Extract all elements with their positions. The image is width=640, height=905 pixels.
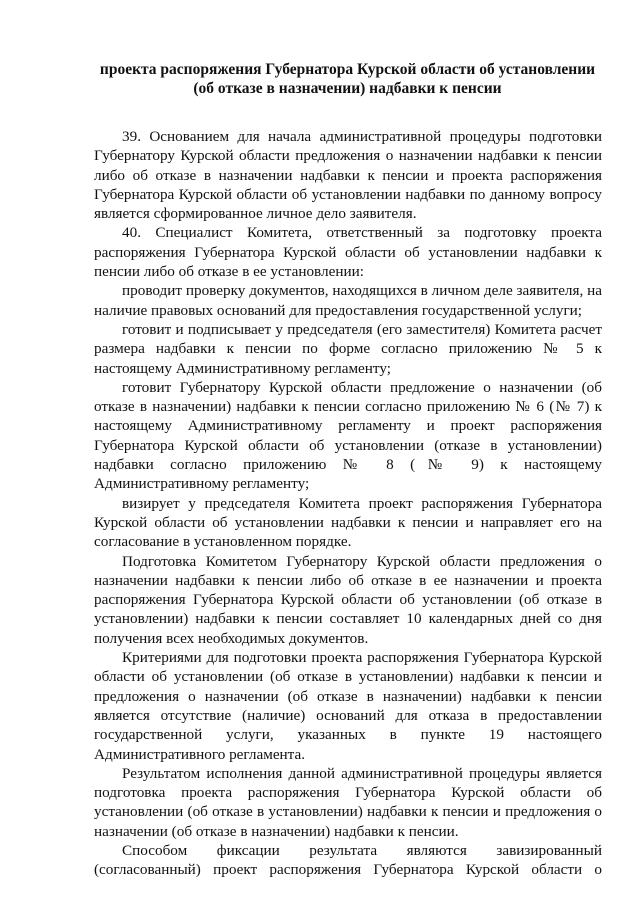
paragraph-endorse: визирует у председателя Комитета проект распоряжения Губернатора Курской области об установлении надбавки к пенсии и направляет его на согласование в установленном порядке. (94, 494, 602, 551)
paragraph-proposal: готовит Губернатору Курской области предложение о назначении (об отказе в назначении) надбавки к пенсии согласно приложению № 6 (№ 7) к настоящему Административному регламенту и проект распоряжения Губернатора Курской области об установлении (отказе в установлении) надбавки согласно приложению № 8 (№ 9) к настоящему Административному регламенту; (94, 378, 602, 493)
paragraph-criteria: Критериями для подготовки проекта распоряжения Губернатора Курской области об установлении (об отказе в установлении) надбавки к пенсии и предложения о назначении (об отказе в назначении) надбавки к пенсии является отсутствие (наличие) оснований для отказа в предоставлении государственной услуги, указанных в пункте 19 настоящего Административного регламента. (94, 649, 602, 763)
paragraph-check-documents: проводит проверку документов, находящихся в личном деле заявителя, на наличие правовых оснований для предоставления государственной услуги; (94, 282, 602, 319)
paragraph-preparation-term: Подготовка Комитетом Губернатору Курской области предложения о назначении надбавки к пенсии либо об отказе в ее назначении и проекта распоряжения Губернатора Курской области об установлении (об отказе в установлении) надбавки к пенсии составляет 10 календарных дней со дня получения всех необходимых документов. (94, 552, 602, 647)
heading-line-2: (об отказе в назначении) надбавки к пенсии (193, 80, 502, 97)
document-heading (80, 60, 615, 98)
paragraph-calculation: готовит и подписывает у председателя (его заместителя) Комитета расчет размера надбавки к пенсии по форме согласно приложению № 5 к настоящему Административному регламенту; (94, 320, 602, 377)
paragraph-result: Результатом исполнения данной административной процедуры является подготовка проекта распоряжения Губернатора Курской области об установлении (об отказе в установлении) надбавки к пенсии и предложения о назначении (об отказе в назначении) надбавки к пенсии. (94, 764, 602, 840)
paragraph-40: 40. Специалист Комитета, ответственный за подготовку проекта распоряжения Губернатора Курской области об установлении надбавки к пенсии либо об отказе в ее установлении: (94, 224, 602, 281)
paragraph-39: 39. Основанием для начала административной процедуры подготовки Губернатору Курской области предложения о назначении надбавки к пенсии либо об отказе в назначении надбавки к пенсии и проекта распоряжения Губернатора Курской области об установлении надбавки по данному вопросу является сформированное личное дело заявителя. (94, 128, 602, 223)
document-body (94, 127, 602, 880)
paragraph-fixation: Способом фиксации результата являются завизированный (согласованный) проект распоряжения Губернатора Курской области о (94, 841, 602, 879)
heading-line-1: проекта распоряжения Губернатора Курской области об установлении (99, 61, 596, 78)
